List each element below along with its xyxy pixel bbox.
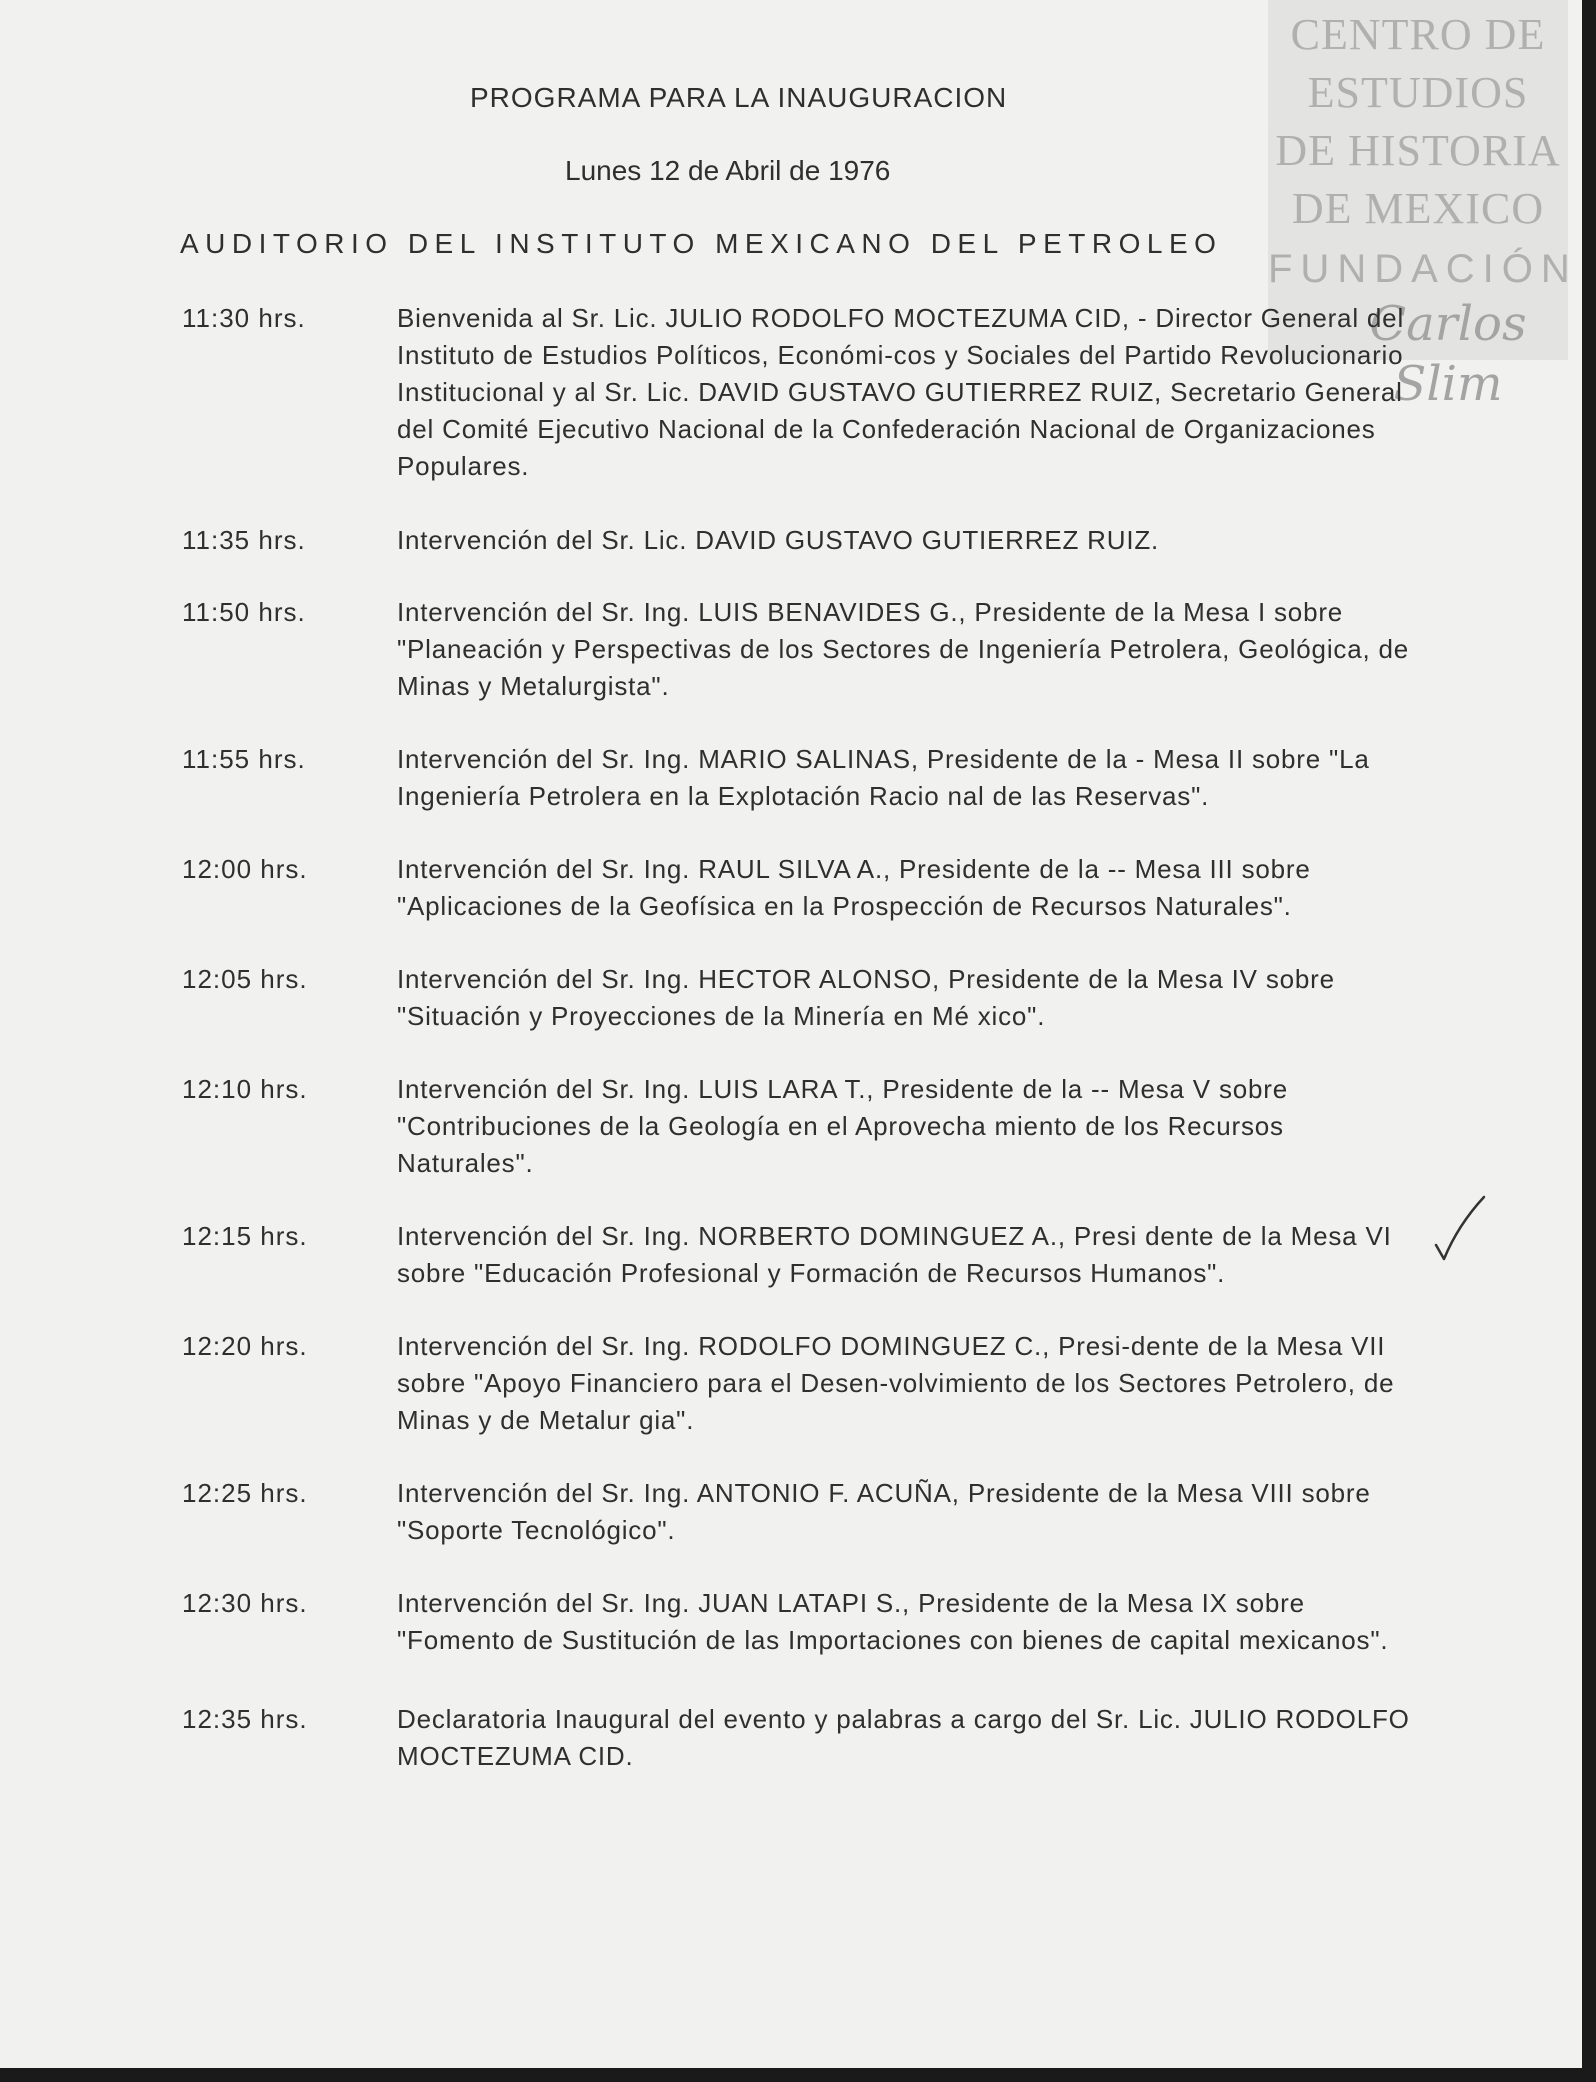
schedule-time: 12:20 hrs. (182, 1331, 308, 1361)
watermark-line: ESTUDIOS (1307, 68, 1529, 117)
schedule-text: Bienvenida al Sr. Lic. JULIO RODOLFO MOCTEZUMA CID, - Director General del Instituto de Estudios Políticos, Económi-cos y Sociales del Partido Revolucionario Institucional y al Sr. Lic. DAVID GUSTAVO GUTIERREZ RUIZ, Secretario General del Comité Ejecutivo Nacional de la Confederación Nacional de Organizaciones Populares. (397, 303, 1405, 481)
schedule-text: Intervención del Sr. Ing. MARIO SALINAS, Presidente de la - Mesa II sobre "La Ingeniería Petrolera en la Explotación Racio nal de las Reservas". (397, 744, 1370, 811)
schedule-text: Intervención del Sr. Ing. RAUL SILVA A., Presidente de la -- Mesa III sobre "Aplicaciones de la Geofísica en la Prospección de Recursos Naturales". (397, 854, 1311, 921)
schedule-time: 12:15 hrs. (182, 1221, 308, 1251)
watermark-foundation: FUNDACIÓN (1268, 247, 1578, 291)
watermark-line: DE MEXICO (1291, 184, 1545, 233)
schedule-item (182, 1701, 1432, 1775)
schedule-time: 12:35 hrs. (182, 1704, 308, 1734)
schedule-text: Intervención del Sr. Ing. HECTOR ALONSO, Presidente de la Mesa IV sobre "Situación y Proyecciones de la Minería en Mé xico". (397, 964, 1335, 1031)
schedule-item (182, 1071, 1432, 1182)
schedule-item (182, 741, 1432, 815)
watermark-line: DE HISTORIA (1275, 126, 1561, 175)
schedule-text: Intervención del Sr. Ing. NORBERTO DOMINGUEZ A., Presi dente de la Mesa VI sobre "Educación Profesional y Formación de Recursos Humanos". (397, 1221, 1392, 1288)
schedule-item (182, 594, 1432, 705)
schedule-time: 11:50 hrs. (182, 597, 306, 627)
schedule-time: 12:05 hrs. (182, 964, 308, 994)
schedule-time: 12:10 hrs. (182, 1074, 308, 1104)
schedule-text: Intervención del Sr. Lic. DAVID GUSTAVO GUTIERREZ RUIZ. (397, 525, 1160, 555)
document-venue: AUDITORIO DEL INSTITUTO MEXICANO DEL PETROLEO (180, 228, 1223, 259)
schedule-text: Intervención del Sr. Ing. RODOLFO DOMINGUEZ C., Presi-dente de la Mesa VII sobre "Apoyo Financiero para el Desen-volvimiento de los Sectores Petrolero, de Minas y de Metalur gia". (397, 1331, 1395, 1435)
schedule-text: Declaratoria Inaugural del evento y palabras a cargo del Sr. Lic. JULIO RODOLFO MOCTEZUMA CID. (397, 1704, 1410, 1771)
check-mark-icon (1432, 1195, 1492, 1275)
schedule-time: 11:30 hrs. (182, 303, 306, 333)
watermark-line: CENTRO DE (1290, 10, 1546, 59)
schedule-time: 12:25 hrs. (182, 1478, 308, 1508)
schedule-text: Intervención del Sr. Ing. LUIS LARA T., Presidente de la -- Mesa V sobre "Contribuciones de la Geología en el Aprovecha miento de los Recursos Naturales". (397, 1074, 1288, 1178)
schedule-time: 12:30 hrs. (182, 1588, 308, 1618)
schedule-item (182, 961, 1432, 1035)
document-title: PROGRAMA PARA LA INAUGURACION (470, 82, 1008, 113)
schedule-item (182, 1328, 1432, 1439)
schedule-item (182, 522, 1432, 559)
schedule-time: 12:00 hrs. (182, 854, 308, 884)
schedule-item (182, 1475, 1432, 1549)
schedule-item (182, 851, 1432, 925)
schedule-list (182, 300, 1432, 1775)
document-date: Lunes 12 de Abril de 1976 (565, 155, 891, 186)
schedule-time: 11:55 hrs. (182, 744, 306, 774)
schedule-time: 11:35 hrs. (182, 525, 306, 555)
schedule-item (182, 1585, 1432, 1659)
schedule-text: Intervención del Sr. Ing. LUIS BENAVIDES G., Presidente de la Mesa I sobre "Planeación y Perspectivas de los Sectores de Ingeniería Petrolera, Geológica, de Minas y Metalurgista". (397, 597, 1410, 701)
schedule-text: Intervención del Sr. Ing. ANTONIO F. ACUÑA, Presidente de la Mesa VIII sobre "Soporte Tecnológico". (397, 1478, 1371, 1545)
watermark-signature: Carlos Slim (1369, 296, 1527, 412)
schedule-item (182, 1218, 1432, 1292)
scan-border-bottom (0, 2068, 1596, 2082)
schedule-item (182, 300, 1432, 485)
scan-border-right (1582, 0, 1596, 2082)
schedule-text: Intervención del Sr. Ing. JUAN LATAPI S., Presidente de la Mesa IX sobre "Fomento de Sustitución de las Importaciones con bienes de capital mexicanos". (397, 1588, 1389, 1655)
